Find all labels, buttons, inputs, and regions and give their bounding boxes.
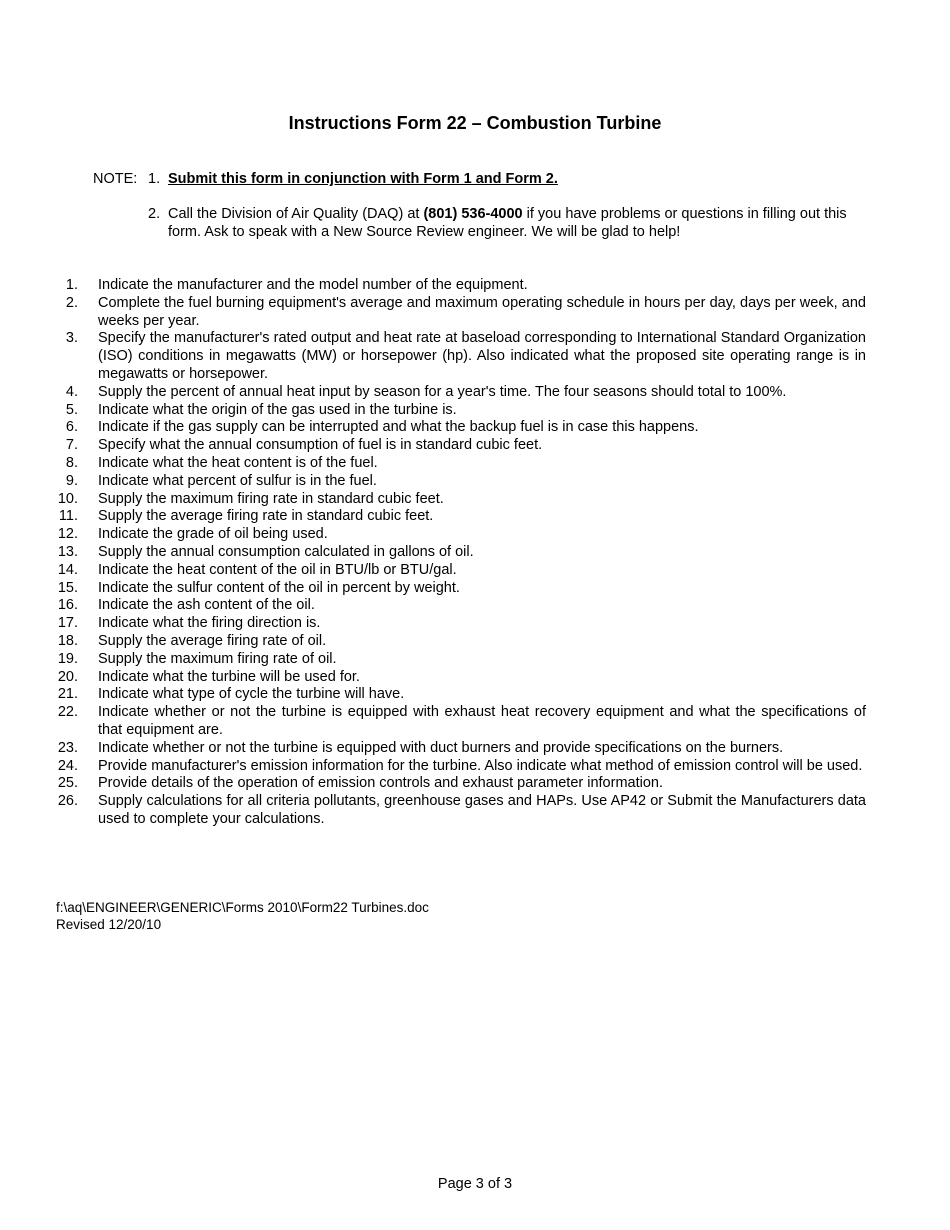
item-text: Specify the manufacturer's rated output and heat rate at baseload corresponding to International Standard Organization (ISO) conditions in megawatts (MW) or horsepower (hp). Also indicated what the proposed site operating range is in megawatts or horsepower.: [98, 330, 866, 382]
item-number: 9.: [65, 472, 78, 489]
list-item: [48, 651, 866, 669]
item-number: 18.: [57, 632, 78, 649]
item-number: 21.: [57, 686, 78, 703]
item-number: 6.: [65, 419, 78, 436]
item-number: 23.: [57, 739, 78, 756]
note-number: 1.: [148, 171, 161, 187]
list-item: [48, 491, 866, 509]
list-item: [48, 402, 866, 420]
item-number: 24.: [57, 757, 78, 774]
item-text: Supply the average firing rate of oil.: [98, 632, 327, 649]
item-number: 4.: [65, 383, 78, 400]
item-text: Supply calculations for all criteria pollutants, greenhouse gases and HAPs. Use AP42 or Submit the Manufacturers data used to complete your calculations.: [98, 793, 866, 827]
item-number: 5.: [65, 401, 78, 418]
item-text: Provide details of the operation of emission controls and exhaust parameter information.: [98, 775, 664, 792]
note-text: Submit this form in conjunction with Form 1 and Form 2.: [168, 171, 558, 187]
item-number: 14.: [57, 561, 78, 578]
item-number: 3.: [65, 330, 78, 347]
item-text: Indicate whether or not the turbine is equipped with duct burners and provide specifications on the burners.: [98, 739, 784, 756]
item-number: 15.: [57, 579, 78, 596]
item-number: 19.: [57, 650, 78, 667]
document-footer: [56, 899, 429, 933]
item-text: Indicate if the gas supply can be interrupted and what the backup fuel is in case this happens.: [98, 419, 699, 436]
list-item: [48, 704, 866, 740]
note-text: [168, 205, 853, 241]
item-number: 1.: [65, 277, 78, 293]
list-item: [48, 330, 866, 383]
list-item: [48, 597, 866, 615]
item-text: Indicate what the origin of the gas used in the turbine is.: [98, 401, 457, 418]
item-number: 17.: [57, 615, 78, 632]
page-title: Instructions Form 22 – Combustion Turbine: [288, 113, 662, 133]
item-number: 16.: [57, 597, 78, 614]
item-number: 12.: [57, 526, 78, 543]
list-item: [48, 633, 866, 651]
list-item: [48, 508, 866, 526]
daq-phone-number: (801) 536-4000: [423, 206, 523, 222]
item-number: 2.: [65, 294, 78, 311]
notes-section: [93, 170, 853, 241]
list-item: [48, 758, 866, 776]
item-text: Supply the average firing rate in standard cubic feet.: [98, 508, 434, 525]
item-text: Supply the maximum firing rate of oil.: [98, 650, 337, 667]
item-number: 13.: [57, 543, 78, 560]
item-text: Indicate whether or not the turbine is equipped with exhaust heat recovery equipment and what the specifications of that equipment are.: [98, 704, 866, 738]
list-item: [48, 615, 866, 633]
page-number: Page 3 of 3: [437, 1176, 513, 1192]
item-number: 7.: [65, 437, 78, 454]
note-1: [93, 170, 853, 188]
item-text: Provide manufacturer's emission information for the turbine. Also indicate what method of emission control will be used.: [98, 757, 863, 774]
list-item: [48, 669, 866, 687]
list-item: [48, 277, 866, 295]
list-item: [48, 562, 866, 580]
item-text: Indicate what percent of sulfur is in the fuel.: [98, 472, 377, 489]
item-text: Complete the fuel burning equipment's average and maximum operating schedule in hours per day, days per week, and weeks per year.: [98, 294, 866, 329]
list-item: [48, 473, 866, 491]
list-item: [48, 686, 866, 704]
item-text: Indicate what the firing direction is.: [98, 615, 321, 632]
item-text: Indicate the sulfur content of the oil in percent by weight.: [98, 579, 460, 596]
item-number: 26.: [57, 793, 78, 810]
note-label: NOTE:: [93, 171, 138, 187]
item-text: Supply the percent of annual heat input by season for a year's time. The four seasons should total to 100%.: [98, 383, 787, 400]
note-number: 2.: [148, 206, 161, 222]
item-number: 25.: [57, 775, 78, 792]
file-path: f:\aq\ENGINEER\GENERIC\Forms 2010\Form22 Turbines.doc: [56, 900, 429, 915]
item-text: Indicate what type of cycle the turbine will have.: [98, 686, 405, 703]
list-item: [48, 419, 866, 437]
list-item: [48, 580, 866, 598]
item-text: Indicate the manufacturer and the model number of the equipment.: [98, 277, 528, 293]
instructions-list: [48, 277, 866, 829]
item-number: 11.: [58, 508, 78, 525]
item-text: Supply the maximum firing rate in standard cubic feet.: [98, 490, 444, 507]
item-text: Specify what the annual consumption of fuel is in standard cubic feet.: [98, 437, 543, 454]
note-text-before: Call the Division of Air Quality (DAQ) at: [168, 206, 424, 222]
list-item: [48, 526, 866, 544]
item-number: 10.: [57, 490, 78, 507]
list-item: [48, 437, 866, 455]
list-item: [48, 384, 866, 402]
revision-date: Revised 12/20/10: [56, 917, 162, 932]
list-item: [48, 455, 866, 473]
item-text: Indicate the ash content of the oil.: [98, 597, 315, 614]
item-text: Supply the annual consumption calculated in gallons of oil.: [98, 543, 474, 560]
item-text: Indicate what the turbine will be used for.: [98, 668, 360, 685]
item-number: 22.: [57, 704, 78, 721]
list-item: [48, 740, 866, 758]
item-text: Indicate the grade of oil being used.: [98, 526, 328, 543]
list-item: [48, 295, 866, 331]
note-2: [93, 205, 853, 241]
list-item: [48, 775, 866, 793]
note-text-after: if you have problems or questions in filling out this form. Ask to speak with a New Source Review engineer. We will be glad to help!: [168, 206, 847, 240]
item-number: 8.: [65, 454, 78, 471]
item-text: Indicate what the heat content is of the fuel.: [98, 454, 378, 471]
list-item: [48, 793, 866, 829]
item-text: Indicate the heat content of the oil in BTU/lb or BTU/gal.: [98, 561, 457, 578]
list-item: [48, 544, 866, 562]
item-number: 20.: [57, 668, 78, 685]
